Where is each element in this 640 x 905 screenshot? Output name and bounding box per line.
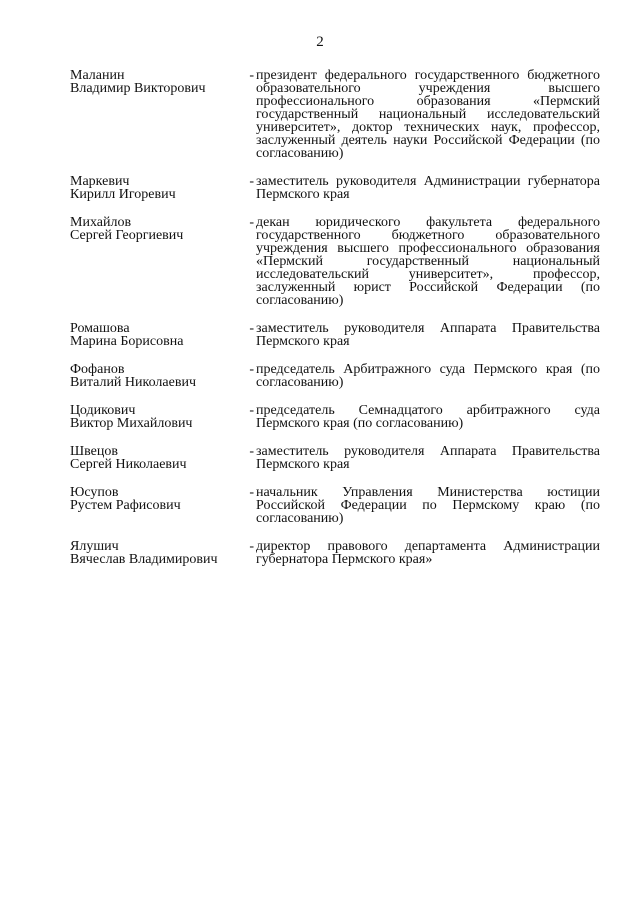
member-surname: Цодикович [70, 403, 136, 418]
member-given-names: Рустем Рафисович [70, 498, 181, 513]
member-full-name [70, 322, 242, 348]
commission-members-list [70, 69, 600, 581]
member-position: директор правового департамента Администрации губернатора Пермского края» [256, 539, 600, 567]
page-number: 2 [316, 34, 324, 50]
member-entry-tsodikovich [70, 404, 600, 430]
member-full-name [70, 404, 242, 430]
member-dash: - [249, 68, 254, 83]
member-full-name [70, 486, 242, 525]
member-surname: Юсупов [70, 485, 119, 500]
member-full-name [70, 540, 242, 566]
member-surname: Михайлов [70, 215, 132, 230]
member-dash: - [249, 444, 254, 459]
member-position: начальник Управления Министерства юстиции Российской Федерации по Пермскому краю (по согласованию) [256, 485, 600, 526]
member-position: заместитель руководителя Аппарата Правительства Пермского края [256, 444, 600, 472]
member-surname: Маланин [70, 68, 125, 83]
member-surname: Маркевич [70, 174, 130, 189]
member-entry-markevich [70, 175, 600, 201]
member-given-names: Марина Борисовна [70, 334, 184, 349]
member-given-names: Сергей Георгиевич [70, 228, 184, 243]
member-position: заместитель руководителя Аппарата Правительства Пермского края [256, 321, 600, 349]
member-dash: - [249, 321, 254, 336]
member-full-name [70, 363, 242, 389]
member-position: председатель Семнадцатого арбитражного суда Пермского края (по согласованию) [256, 403, 600, 431]
member-dash: - [249, 174, 254, 189]
member-full-name [70, 69, 242, 160]
member-entry-romashova [70, 322, 600, 348]
member-entry-malanin [70, 69, 600, 160]
member-surname: Ромашова [70, 321, 130, 336]
member-entry-shvetsov [70, 445, 600, 471]
member-dash: - [249, 539, 254, 554]
member-full-name [70, 445, 242, 471]
member-full-name [70, 216, 242, 307]
member-surname: Ялушич [70, 539, 119, 554]
member-entry-fofanov [70, 363, 600, 389]
member-given-names: Сергей Николаевич [70, 457, 187, 472]
member-surname: Фофанов [70, 362, 125, 377]
member-entry-yusupov [70, 486, 600, 525]
member-dash: - [249, 362, 254, 377]
member-dash: - [249, 403, 254, 418]
member-entry-yalushich [70, 540, 600, 566]
member-dash: - [249, 485, 254, 500]
member-given-names: Кирилл Игоревич [70, 187, 176, 202]
member-given-names: Виктор Михайлович [70, 416, 193, 431]
member-given-names: Владимир Викторович [70, 81, 206, 96]
member-given-names: Вячеслав Владимирович [70, 552, 218, 567]
member-dash: - [249, 215, 254, 230]
member-given-names: Виталий Николаевич [70, 375, 196, 390]
member-position: председатель Арбитражного суда Пермского края (по согласованию) [256, 362, 600, 390]
member-position: декан юридического факультета федерального государственного бюджетного образовательного учреждения высшего профессионального образования «Пермский государственный национальный исследовательский университет», профессор, заслуженный юрист Российской Федерации (по согласованию) [256, 215, 600, 308]
member-position: заместитель руководителя Администрации губернатора Пермского края [256, 174, 600, 202]
member-surname: Швецов [70, 444, 118, 459]
member-entry-mikhailov [70, 216, 600, 307]
member-full-name [70, 175, 242, 201]
member-position: президент федерального государственного бюджетного образовательного учреждения высшего профессионального образования «Пермский государственный национальный исследовательский университет», доктор технических наук, профессор, заслуженный деятель науки Российской Федерации (по согласованию) [256, 68, 600, 161]
